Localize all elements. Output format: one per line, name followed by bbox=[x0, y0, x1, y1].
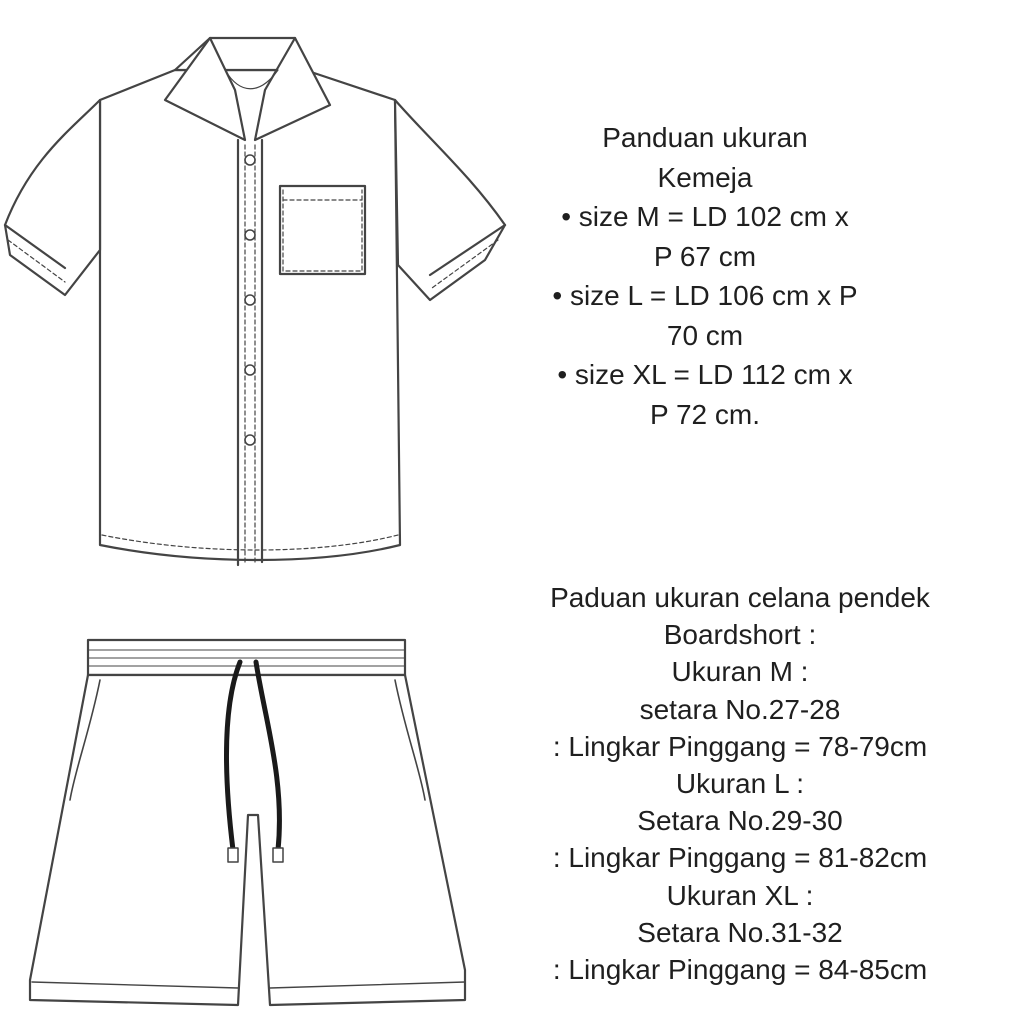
shirt-size-guide bbox=[505, 118, 905, 434]
shirt-guide-subtitle: Kemeja bbox=[657, 161, 753, 193]
shorts-size-xl-heading: Ukuran XL : bbox=[666, 879, 814, 911]
shorts-size-xl-equivalent: Setara No.31-32 bbox=[637, 916, 843, 948]
shorts-size-l-waist: : Lingkar Pinggang = 81-82cm bbox=[552, 842, 928, 874]
shirt-size-m-length: P 67 cm bbox=[653, 240, 757, 272]
shorts-guide-title: Paduan ukuran celana pendek bbox=[550, 582, 930, 613]
shorts-size-xl-waist: : Lingkar Pinggang = 84-85cm bbox=[552, 954, 928, 986]
shirt-size-l-line: • size L = LD 106 cm x P bbox=[552, 280, 858, 311]
shorts-size-guide bbox=[510, 579, 970, 988]
shorts-illustration bbox=[20, 630, 480, 1015]
shirt-guide-title: Panduan ukuran bbox=[602, 122, 808, 153]
short-sleeve-shirt-icon bbox=[0, 25, 520, 575]
shorts-size-m-equivalent: setara No.27-28 bbox=[639, 693, 841, 725]
shirt-size-m-line: • size M = LD 102 cm x bbox=[561, 201, 849, 232]
boardshorts-icon bbox=[20, 630, 480, 1015]
shorts-size-m-waist: : Lingkar Pinggang = 78-79cm bbox=[552, 730, 928, 762]
shirt-illustration bbox=[0, 25, 520, 575]
shorts-size-l-equivalent: Setara No.29-30 bbox=[637, 805, 843, 837]
shirt-size-xl-line: • size XL = LD 112 cm x bbox=[557, 359, 853, 390]
shorts-size-m-heading: Ukuran M : bbox=[671, 656, 809, 688]
shirt-size-l-length: 70 cm bbox=[666, 319, 744, 351]
shorts-guide-subtitle: Boardshort : bbox=[663, 619, 817, 651]
shirt-size-xl-length: P 72 cm. bbox=[650, 398, 760, 430]
shorts-size-l-heading: Ukuran L : bbox=[675, 768, 805, 800]
